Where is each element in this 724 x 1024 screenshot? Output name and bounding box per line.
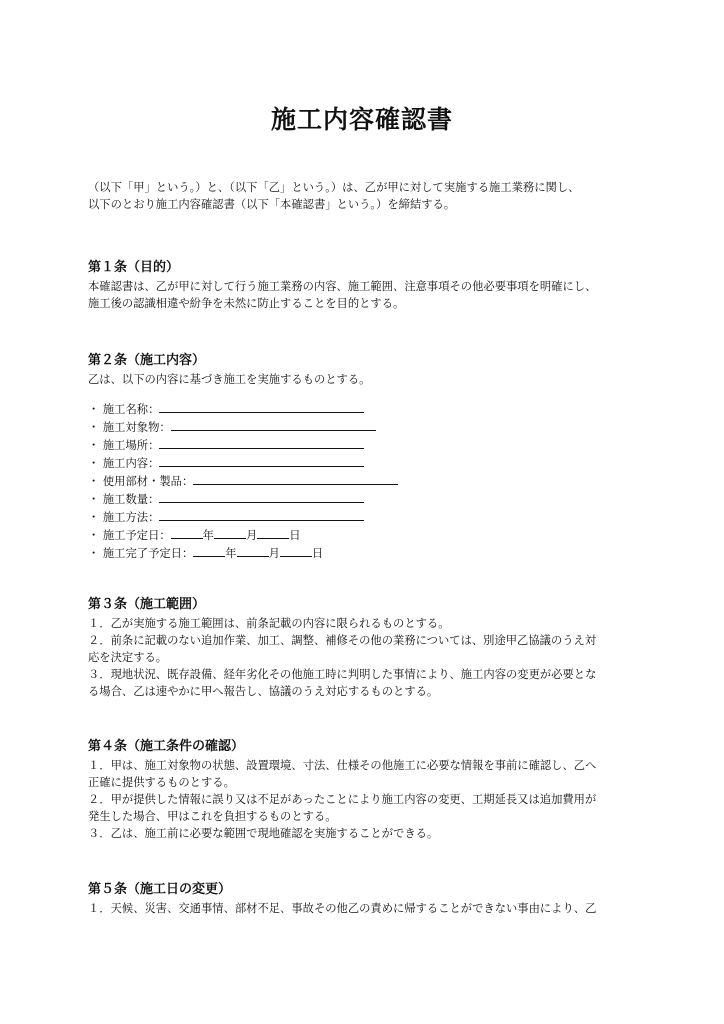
article-heading: 第４条（施工条件の確認） — [88, 739, 245, 754]
article-1 — [88, 259, 648, 312]
field-label: ・ 使用部材・製品： — [88, 475, 194, 488]
article-line: 本確認書は、乙が甲に対して行う施工業務の内容、施工範囲、注意事項その他必要事項を明確にし、 — [88, 280, 597, 293]
article-5 — [88, 881, 648, 917]
article-lead: 乙は、以下の内容に基づき施工を実施するものとする。 — [88, 373, 371, 386]
article-line: ２．甲が提供した情報に誤り又は不足があったことにより施工内容の変更、工期延長又は追加費用が — [88, 793, 597, 806]
field-label: ・ 施工数量： — [88, 493, 160, 506]
intro-line: （以下「甲」という。）と、（以下「乙」という。）は、乙が甲に対して実施する施工業務に関し、 — [88, 181, 580, 194]
field-row-name — [88, 400, 648, 418]
article-heading: 第５条（施工日の変更） — [88, 882, 232, 897]
field-label: ・ 施工名称： — [88, 403, 160, 416]
article-heading: 第１条（目的） — [88, 260, 180, 275]
blank-line — [257, 526, 289, 539]
field-label: ・ 施工場所： — [88, 439, 160, 452]
year-label: 年 — [225, 547, 237, 560]
field-row-completion-date — [88, 544, 648, 562]
year-label: 年 — [202, 529, 214, 542]
month-label: 月 — [268, 547, 280, 560]
article-line: る場合、乙は速やかに甲へ報告し、協議のうえ対応するものとする。 — [88, 685, 439, 698]
intro-line: 以下のとおり施工内容確認書（以下「本確認書」という。）を締結する。 — [88, 198, 456, 211]
blank-line — [214, 526, 246, 539]
article-line: 応を決定する。 — [88, 651, 168, 664]
field-row-content — [88, 454, 648, 472]
blank-line — [193, 472, 398, 485]
field-row-method — [88, 508, 648, 526]
article-line: 発生した場合、甲はこれを負担するものとする。 — [88, 810, 337, 823]
day-label: 日 — [311, 547, 324, 560]
day-label: 日 — [289, 529, 301, 542]
article-heading: 第３条（施工範囲） — [88, 597, 206, 612]
field-row-target — [88, 418, 648, 436]
article-line: １．甲は、施工対象物の状態、設置環境、寸法、仕様その他施工に必要な情報を事前に確認し、乙へ — [88, 759, 597, 772]
field-label: ・ 施工対象物： — [88, 421, 171, 434]
blank-line — [237, 544, 269, 557]
blank-line — [159, 454, 364, 467]
field-row-materials — [88, 472, 648, 490]
field-label: ・ 施工完了予定日： — [88, 547, 194, 560]
article-line: １．天候、災害、交通事情、部材不足、事故その他乙の責めに帰することができない事由により、乙 — [88, 902, 597, 915]
article-line: ２．前条に記載のない追加作業、加工、調整、補修その他の業務については、別途甲乙協議のうえ対 — [88, 634, 597, 647]
field-label: ・ 施工内容： — [88, 457, 160, 470]
field-label: ・ 施工予定日： — [88, 529, 171, 542]
article-2 — [88, 352, 648, 562]
field-row-quantity — [88, 490, 648, 508]
field-row-location — [88, 436, 648, 454]
blank-line — [171, 526, 203, 539]
article-line: ３．乙は、施工前に必要な範囲で現地確認を実施することができる。 — [88, 827, 439, 840]
blank-line — [171, 418, 376, 431]
article-3 — [88, 596, 648, 700]
blank-line — [159, 400, 364, 413]
month-label: 月 — [245, 529, 258, 542]
document-title: 施工内容確認書 — [270, 105, 453, 134]
blank-line — [193, 544, 225, 557]
blank-line — [159, 490, 364, 503]
article-heading: 第２条（施工内容） — [88, 353, 206, 368]
article-4 — [88, 738, 648, 842]
field-row-scheduled-date — [88, 526, 648, 544]
blank-line — [159, 508, 364, 521]
article-line: １．乙が実施する施工範囲は、前条記載の内容に限られるものとする。 — [88, 617, 450, 630]
field-label: ・ 施工方法： — [88, 511, 160, 524]
article-line: 正確に提供するものとする。 — [88, 776, 235, 789]
article-line: ３．現地状況、既存設備、経年劣化その他施工時に判明した事情により、施工内容の変更が必要とな — [88, 668, 597, 681]
intro-paragraph — [88, 179, 648, 213]
article-line: 施工後の認識相違や紛争を未然に防止することを目的とする。 — [88, 297, 405, 310]
blank-line — [159, 436, 364, 449]
blank-line — [280, 544, 312, 557]
